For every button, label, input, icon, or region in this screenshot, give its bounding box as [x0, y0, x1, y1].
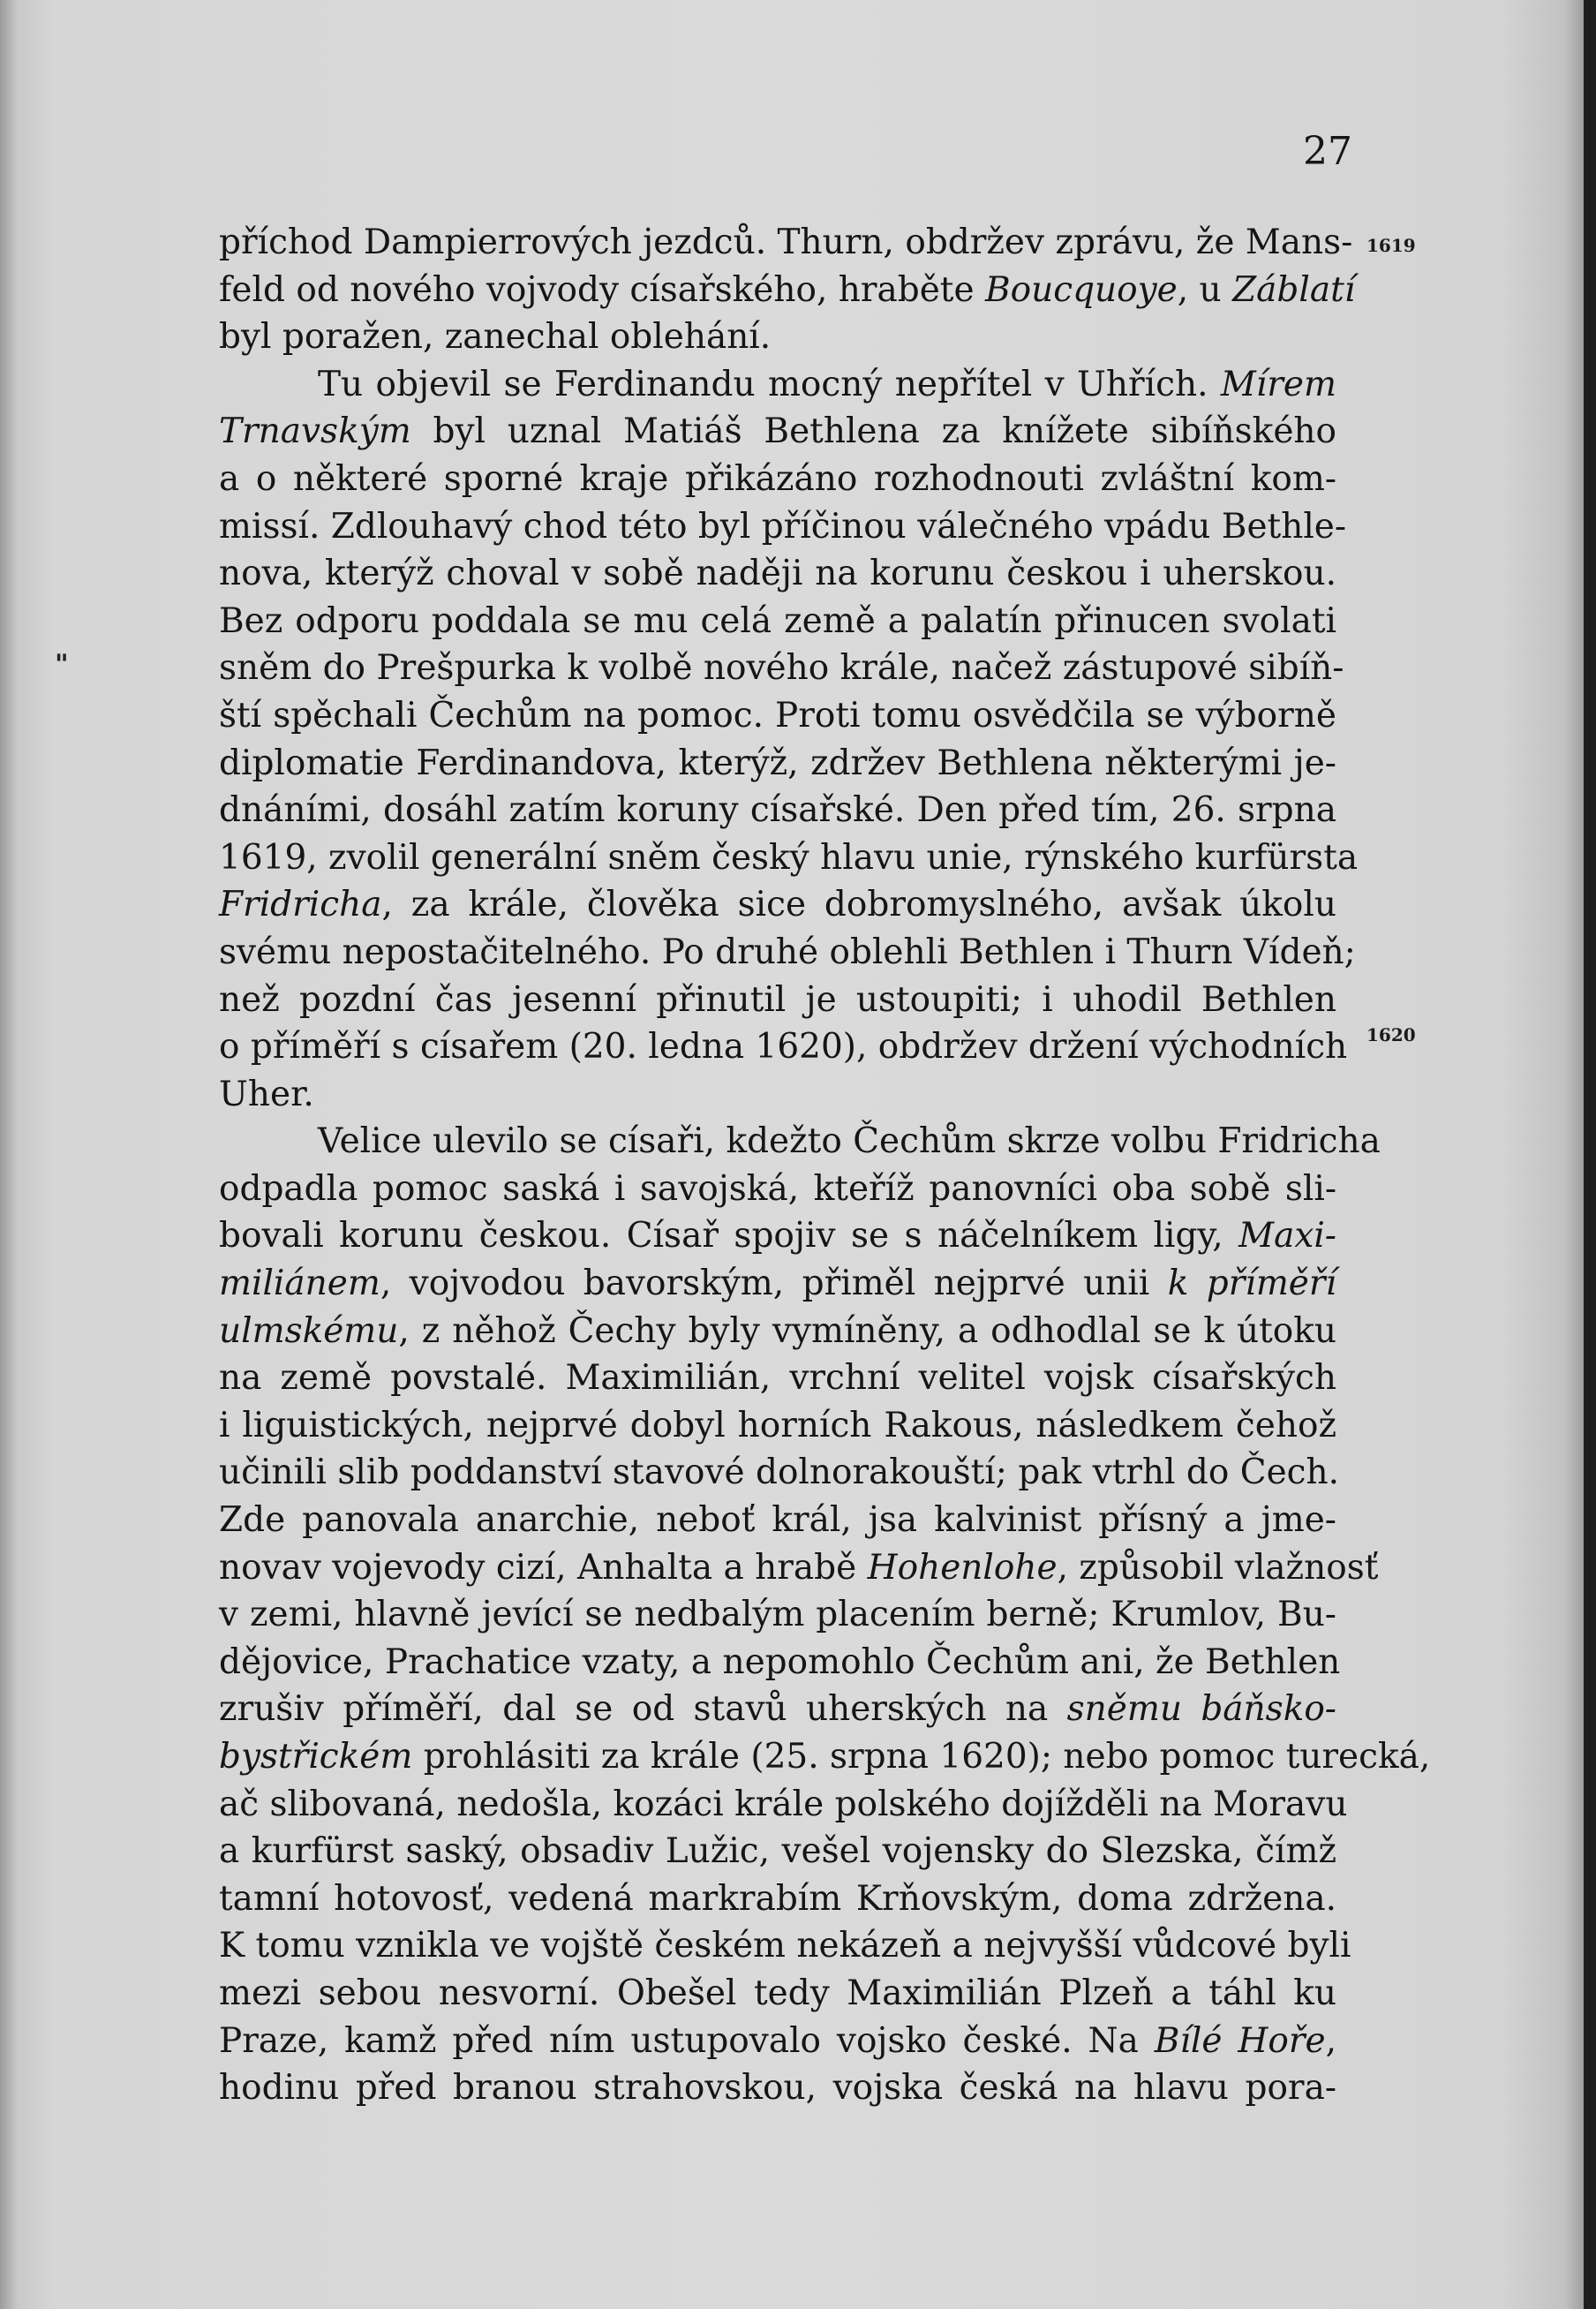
text-line: missí. Zdlouhavý chod této byl příčinou válečného vpádu Bethle- — [219, 506, 1347, 547]
text-line: nova, kterýž choval v sobě naději na korunu českou i uherskou. — [219, 554, 1336, 594]
text-line: v zemi, hlavně jevící se nedbalým placením berně; Krumlov, Bu- — [219, 1595, 1336, 1635]
text-line: 1619, zvolil generální sněm český hlavu unie, rýnského kurfürsta — [219, 837, 1359, 878]
text-line: ští spěchali Čechům na pomoc. Proti tomu osvědčila se výborně — [219, 695, 1336, 736]
text-line: miliánem, vojvodou bavorským, přiměl nejprvé unii k příměří — [219, 1264, 1336, 1304]
text-line: na země povstalé. Maximilián, vrchní velitel vojsk císařských — [219, 1358, 1336, 1399]
text-line: byl poražen, zanechal oblehání. — [219, 317, 772, 358]
text-line: Tu objevil se Ferdinandu mocný nepřítel v Uhřích. Mírem — [318, 364, 1336, 404]
text-line: ulmskému, z něhož Čechy byly vymíněny, a odhodlal se k útoku — [219, 1310, 1336, 1351]
text-line: odpadla pomoc saská i savojská, kteříž panovníci oba sobě sli- — [219, 1168, 1336, 1209]
text-line: hodinu před branou strahovskou, vojska česká na hlavu pora- — [219, 2068, 1336, 2109]
text-line: než pozdní čas jesenní přinutil je ustoupiti; i uhodil Bethlen — [219, 979, 1336, 1020]
text-line: diplomatie Ferdinandova, kterýž, zdržev Bethlena některými je- — [219, 743, 1336, 783]
ink-speck: " — [55, 649, 69, 680]
text-line: učinili slib poddanství stavové dolnorakouští; pak vtrhl do Čech. — [219, 1453, 1340, 1493]
text-line: Velice ulevilo se císaři, kdežto Čechům skrze volbu Fridricha — [318, 1121, 1381, 1162]
text-line: dějovice, Prachatice vzaty, a nepomohlo Čechům ani, že Bethlen — [219, 1641, 1341, 1682]
text-line: i liguistických, nejprvé dobyl horních Rakous, následkem čehož — [219, 1405, 1336, 1445]
text-line: bovali korunu českou. Císař spojiv se s náčelníkem ligy, Maxi- — [219, 1216, 1336, 1256]
text-line: zrušiv příměří, dal se od stavů uherských na sněmu báňsko- — [219, 1689, 1336, 1730]
text-line: svému nepostačitelného. Po druhé oblehli Bethlen i Thurn Vídeň; — [219, 932, 1356, 972]
body-text — [219, 219, 1431, 2112]
margin-year-1619: 1619 — [1366, 235, 1416, 256]
text-line: dnáními, dosáhl zatím koruny císařské. Den před tím, 26. srpna — [219, 790, 1336, 831]
page-edge-shadow — [1584, 0, 1596, 2309]
text-line: a kurfürst saský, obsadiv Lužic, vešel vojensky do Slezska, čímž — [219, 1831, 1336, 1872]
text-line: Trnavským byl uznal Matiáš Bethlena za knížete sibíňského — [219, 411, 1336, 452]
text-line: K tomu vznikla ve vojště českém nekázeň a nejvyšší vůdcové byli — [219, 1926, 1351, 1966]
text-line: feld od nového vojvody císařského, hraběte Boucquoye, u Záblatí — [219, 269, 1356, 310]
text-line: tamní hotovosť, vedená markrabím Krňovským, doma zdržena. — [219, 1878, 1336, 1919]
text-line: Praze, kamž před ním ustupovalo vojsko české. Na Bílé Hoře, — [219, 2020, 1337, 2061]
text-line: o příměří s císařem (20. ledna 1620), obdržev držení východních — [219, 1027, 1348, 1068]
text-line: Fridricha, za krále, člověka sice dobromyslného, avšak úkolu — [219, 885, 1336, 925]
text-line: mezi sebou nesvorní. Obešel tedy Maximilián Plzeň a táhl ku — [219, 1973, 1336, 2013]
text-line: a o některé sporné kraje přikázáno rozhodnouti zvláštní kom- — [219, 458, 1336, 499]
text-line: bystřickém prohlásiti za krále (25. srpna 1620); nebo pomoc turecká, — [219, 1737, 1431, 1777]
margin-year-1620: 1620 — [1366, 1024, 1416, 1045]
text-line: ač slibovaná, nedošla, kozáci krále polského dojížděli na Moravu — [219, 1784, 1348, 1824]
text-line: Bez odporu poddala se mu celá země a palatín přinucen svolati — [219, 600, 1336, 641]
text-line: Zde panovala anarchie, neboť král, jsa kalvinist přísný a jme- — [219, 1500, 1336, 1541]
text-line: sněm do Prešpurka k volbě nového krále, načež zástupové sibíň- — [219, 648, 1344, 689]
text-line: příchod Dampierrových jezdců. Thurn, obdržev zprávu, že Mans- — [219, 223, 1353, 262]
text-line: Uher. — [219, 1074, 314, 1114]
text-line: novav vojevody cizí, Anhalta a hrabě Hohenlohe, způsobil vlažnosť — [219, 1547, 1379, 1588]
page-number: 27 — [1303, 129, 1352, 174]
